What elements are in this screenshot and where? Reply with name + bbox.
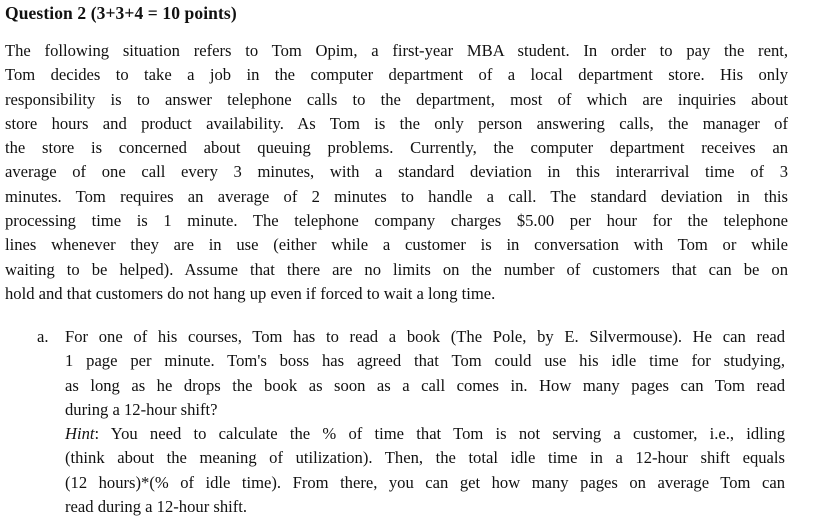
intro-line: lines whenever they are in use (either while a customer is in conversation with Tom or while (5, 235, 788, 255)
intro-line: Tom decides to take a job in the computer department of a local department store. His only (5, 65, 788, 85)
hint-label: Hint (65, 424, 95, 444)
hint-first-line-text: : You need to calculate the % of time that Tom is not serving a customer, i.e., idling (94, 424, 785, 444)
question-title: Question 2 (3+3+4 = 10 points) (5, 3, 237, 23)
intro-line: The following situation refers to Tom Opim, a first-year MBA student. In order to pay the rent, (5, 41, 788, 60)
hint-line: (think about the meaning of utilization). Then, the total idle time in a 12-hour shift equals (65, 448, 785, 468)
intro-line: the store is concerned about queuing problems. Currently, the computer department receives an (5, 138, 788, 158)
intro-line: average of one call every 3 minutes, with a standard deviation in this interarrival time of 3 (5, 162, 788, 182)
part-a-line: during a 12-hour shift? (65, 399, 218, 419)
part-a-body (65, 325, 785, 519)
intro-line: responsibility is to answer telephone calls to the department, most of which are inquiries about (5, 89, 788, 109)
part-a-line: as long as he drops the book as soon as a call comes in. How many pages can Tom read (65, 375, 785, 395)
intro-line: hold and that customers do not hang up even if forced to wait a long time. (5, 283, 496, 303)
hint-line: (12 hours)*(% of idle time). From there, you can get how many pages on average Tom can (65, 472, 785, 492)
intro-line: waiting to be helped). Assume that there are no limits on the number of customers that can be on (5, 259, 788, 279)
intro-line: processing time is 1 minute. The telephone company charges $5.00 per hour for the telephone (5, 211, 788, 231)
part-a-marker: a. (37, 327, 49, 346)
intro-line: store hours and product availability. As Tom is the only person answering calls, the manager of (5, 113, 788, 133)
part-a-line: For one of his courses, Tom has to read a book (The Pole, by E. Silvermouse). He can read (65, 327, 785, 346)
hint-first-line (65, 422, 785, 446)
intro-line: minutes. Tom requires an average of 2 minutes to handle a call. The standard deviation in this (5, 186, 788, 206)
part-a-line: 1 page per minute. Tom's boss has agreed that Tom could use his idle time for studying, (65, 351, 785, 371)
intro-paragraph (5, 39, 788, 306)
hint-line: read during a 12-hour shift. (65, 497, 248, 517)
